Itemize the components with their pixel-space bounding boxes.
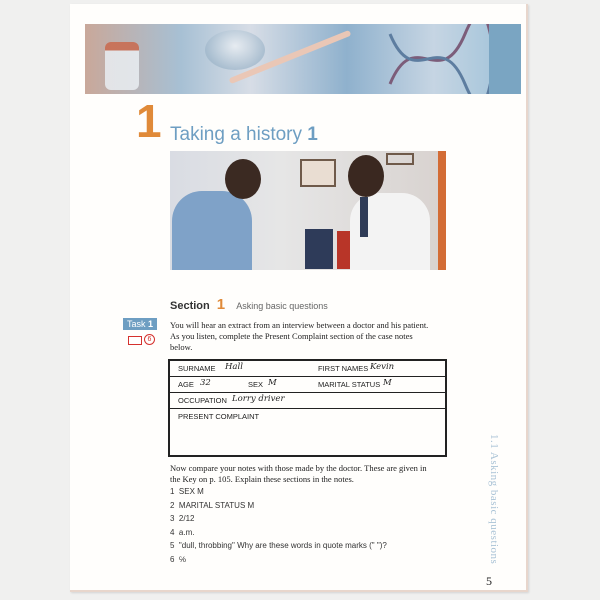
list-item: 1 SEX M: [170, 487, 204, 496]
lab-glass-icon: [205, 30, 265, 70]
first-names-value: Kevin: [370, 362, 395, 372]
doctor-patient-photo: [170, 151, 446, 270]
list-item: 2 MARITAL STATUS M: [170, 500, 255, 510]
photo-stripe: [438, 151, 446, 270]
chapter-title-number: 1: [307, 124, 318, 145]
compare-instructions: Now compare your notes with those made by the doctor. These are given in the Key on p. 105. Explain these sections in the notes.: [170, 463, 427, 484]
doctor-tie: [360, 197, 368, 237]
chapter-title-text: Taking a history: [170, 124, 303, 145]
first-names-label: FIRST NAMES: [318, 364, 369, 373]
case-notes-form: [168, 359, 447, 457]
chapter-title: [170, 124, 318, 146]
surname-value: Hall: [225, 362, 243, 372]
binders-red: [337, 231, 351, 269]
notes-items-list: [170, 487, 387, 568]
section-number: 1: [216, 296, 226, 313]
occupation-label: OCCUPATION: [178, 396, 227, 405]
case-notes-row-1: [170, 361, 445, 377]
side-section-label: 1.1 Asking basic questions: [488, 434, 500, 565]
page-number: 5: [486, 574, 492, 588]
marital-status-value: M: [383, 378, 392, 388]
list-item: 4 a.m.: [170, 527, 195, 537]
book-page: [70, 4, 528, 592]
case-notes-row-4: [170, 409, 445, 454]
task-number: 1: [148, 319, 154, 329]
section-subtitle: Asking basic questions: [236, 301, 328, 311]
sex-label: SEX: [248, 380, 264, 389]
case-notes-row-3: [170, 393, 445, 409]
doctor-head: [348, 155, 384, 197]
banner-stripe: [489, 24, 521, 94]
cassette-icon: [128, 336, 142, 345]
section-heading: [170, 296, 328, 313]
case-notes-row-2: [170, 377, 445, 393]
section-label: Section: [170, 300, 210, 312]
chapter-number: 1: [136, 95, 162, 147]
wall-certificate: [300, 159, 336, 187]
list-item: 6 ℅: [170, 554, 186, 564]
patient-figure: [172, 191, 252, 270]
surname-label: SURNAME: [178, 364, 216, 373]
task-badge: [123, 318, 157, 330]
wall-frame: [386, 153, 414, 165]
present-complaint-label: PRESENT COMPLAINT: [178, 412, 260, 421]
sex-value: M: [268, 378, 277, 388]
medicine-bottle-icon: [105, 42, 139, 90]
header-banner-image: [85, 24, 521, 94]
task-label: Task: [127, 319, 146, 329]
age-value: 32: [200, 378, 211, 388]
patient-head: [225, 159, 261, 199]
marital-status-label: MARITAL STATUS: [318, 380, 381, 389]
cd-track-icon: 6: [144, 334, 155, 345]
binders-blue: [305, 229, 333, 269]
dna-helix-icon: [385, 24, 495, 94]
list-item: 5 "dull, throbbing" Why are these words in quote marks (" ")?: [170, 541, 387, 550]
list-item: 3 2/12: [170, 514, 195, 523]
task-instructions: You will hear an extract from an interview between a doctor and his patient. As you listen, complete the Present Complaint section of the case notes below.: [170, 320, 429, 352]
occupation-value: Lorry driver: [232, 394, 285, 404]
age-label: AGE: [178, 380, 194, 389]
